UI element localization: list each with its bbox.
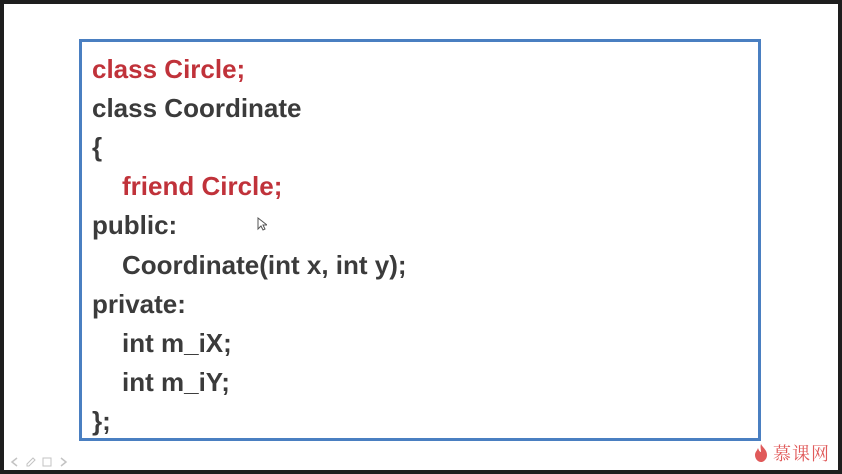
code-line-2: class Coordinate <box>92 93 302 123</box>
code-line-5: public: <box>92 210 178 240</box>
flame-icon <box>753 443 769 463</box>
pen-icon[interactable] <box>26 454 36 464</box>
code-line-4: friend Circle; <box>122 171 283 201</box>
code-line-6: Coordinate(int x, int y); <box>122 250 407 280</box>
code-box <box>79 39 761 441</box>
watermark <box>753 440 830 466</box>
menu-icon[interactable] <box>42 454 52 464</box>
prev-arrow-icon[interactable] <box>10 454 20 464</box>
code-line-8: int m_iX; <box>122 328 232 358</box>
code-line-7: private: <box>92 289 186 319</box>
code-line-1: class Circle; <box>92 54 246 84</box>
code-line-3: { <box>92 132 103 162</box>
watermark-text: 慕课网 <box>773 444 830 465</box>
slide-canvas <box>4 4 838 470</box>
code-line-10: }; <box>92 406 111 436</box>
mouse-pointer-icon <box>257 217 267 231</box>
next-arrow-icon[interactable] <box>58 454 68 464</box>
code-line-9: int m_iY; <box>122 367 230 397</box>
slideshow-controls <box>10 454 68 464</box>
